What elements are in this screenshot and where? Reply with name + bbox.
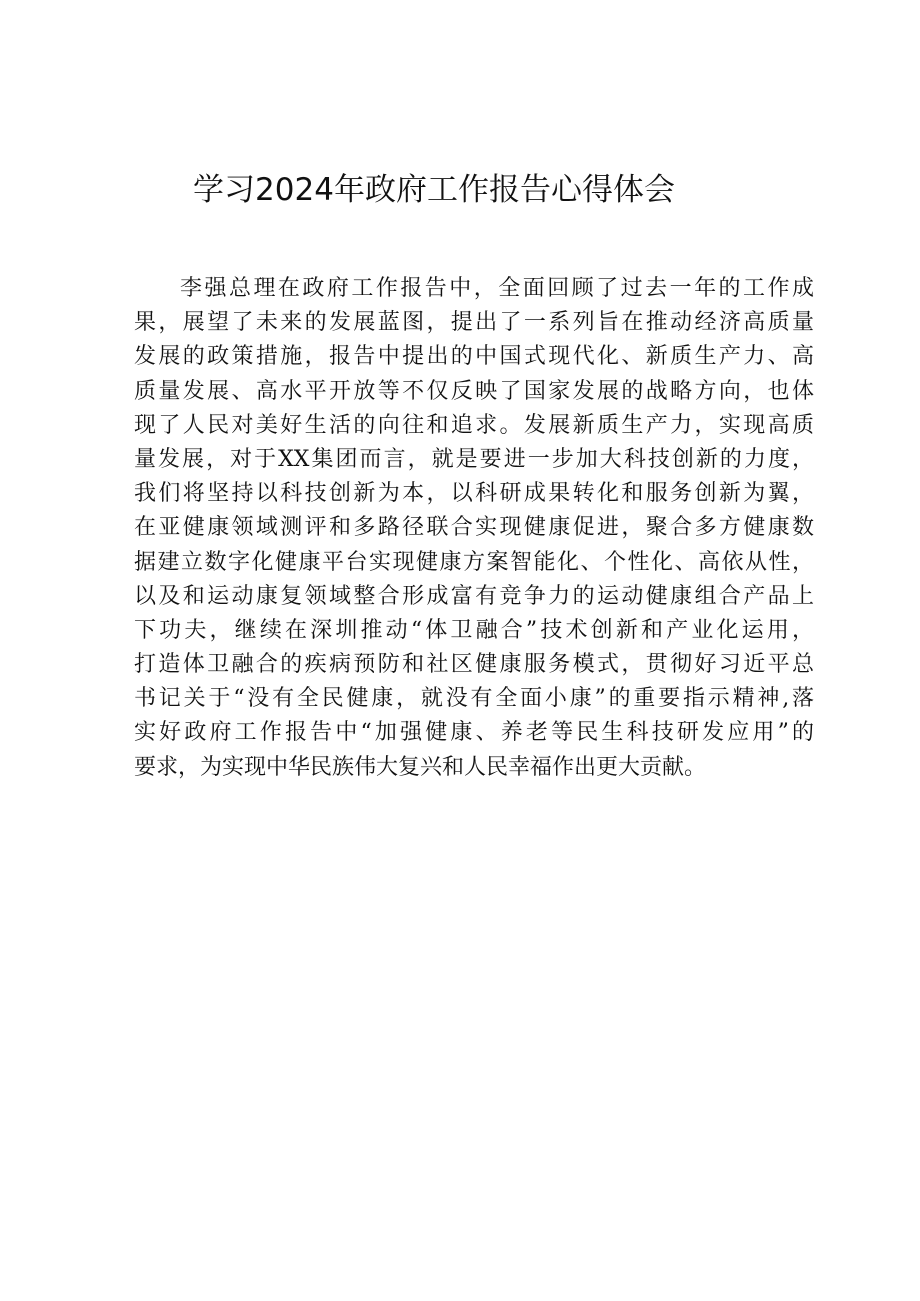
paragraph-line: 要求，为实现中华民族伟大复兴和人民幸福作出更大贡献。 — [134, 754, 707, 780]
paragraph-line: 果，展望了未来的发展蓝图，提出了一系列旨在推动经济高质量 — [134, 310, 814, 336]
paragraph-line: 发展的政策措施，报告中提出的中国式现代化、新质生产力、高 — [134, 344, 814, 370]
paragraph-line: 据建立数字化健康平台实现健康方案智能化、个性化、高依从性， — [134, 549, 814, 575]
paragraph-line: 质量发展、高水平开放等不仅反映了国家发展的战略方向，也体 — [134, 378, 814, 404]
paragraph-line: 在亚健康领域测评和多路径联合实现健康促进，聚合多方健康数 — [134, 515, 814, 541]
paragraph-line: 李强总理在政府工作报告中，全面回顾了过去一年的工作成 — [180, 276, 814, 301]
paragraph-line: 实好政府工作报告中“加强健康、养老等民生科技研发应用”的 — [134, 720, 814, 746]
paragraph-line: 现了人民对美好生活的向往和追求。发展新质生产力，实现高质 — [134, 412, 814, 438]
paragraph-line: 打造体卫融合的疾病预防和社区健康服务模式，贯彻好习近平总 — [134, 652, 814, 678]
document-body — [134, 272, 814, 785]
paragraph-line: 我们将坚持以科技创新为本，以科研成果转化和服务创新为翼， — [134, 481, 814, 507]
paragraph-line: 量发展，对于XX集团而言，就是要进一步加大科技创新的力度， — [134, 446, 814, 472]
paragraph-line: 书记关于“没有全民健康，就没有全面小康”的重要指示精神,落 — [134, 686, 814, 712]
document-title: 学习2024年政府工作报告心得体会 — [193, 172, 675, 208]
paragraph-line: 以及和运动康复领域整合形成富有竞争力的运动健康组合产品上 — [134, 583, 814, 609]
paragraph-line: 下功夫，继续在深圳推动“体卫融合”技术创新和产业化运用， — [134, 617, 814, 643]
